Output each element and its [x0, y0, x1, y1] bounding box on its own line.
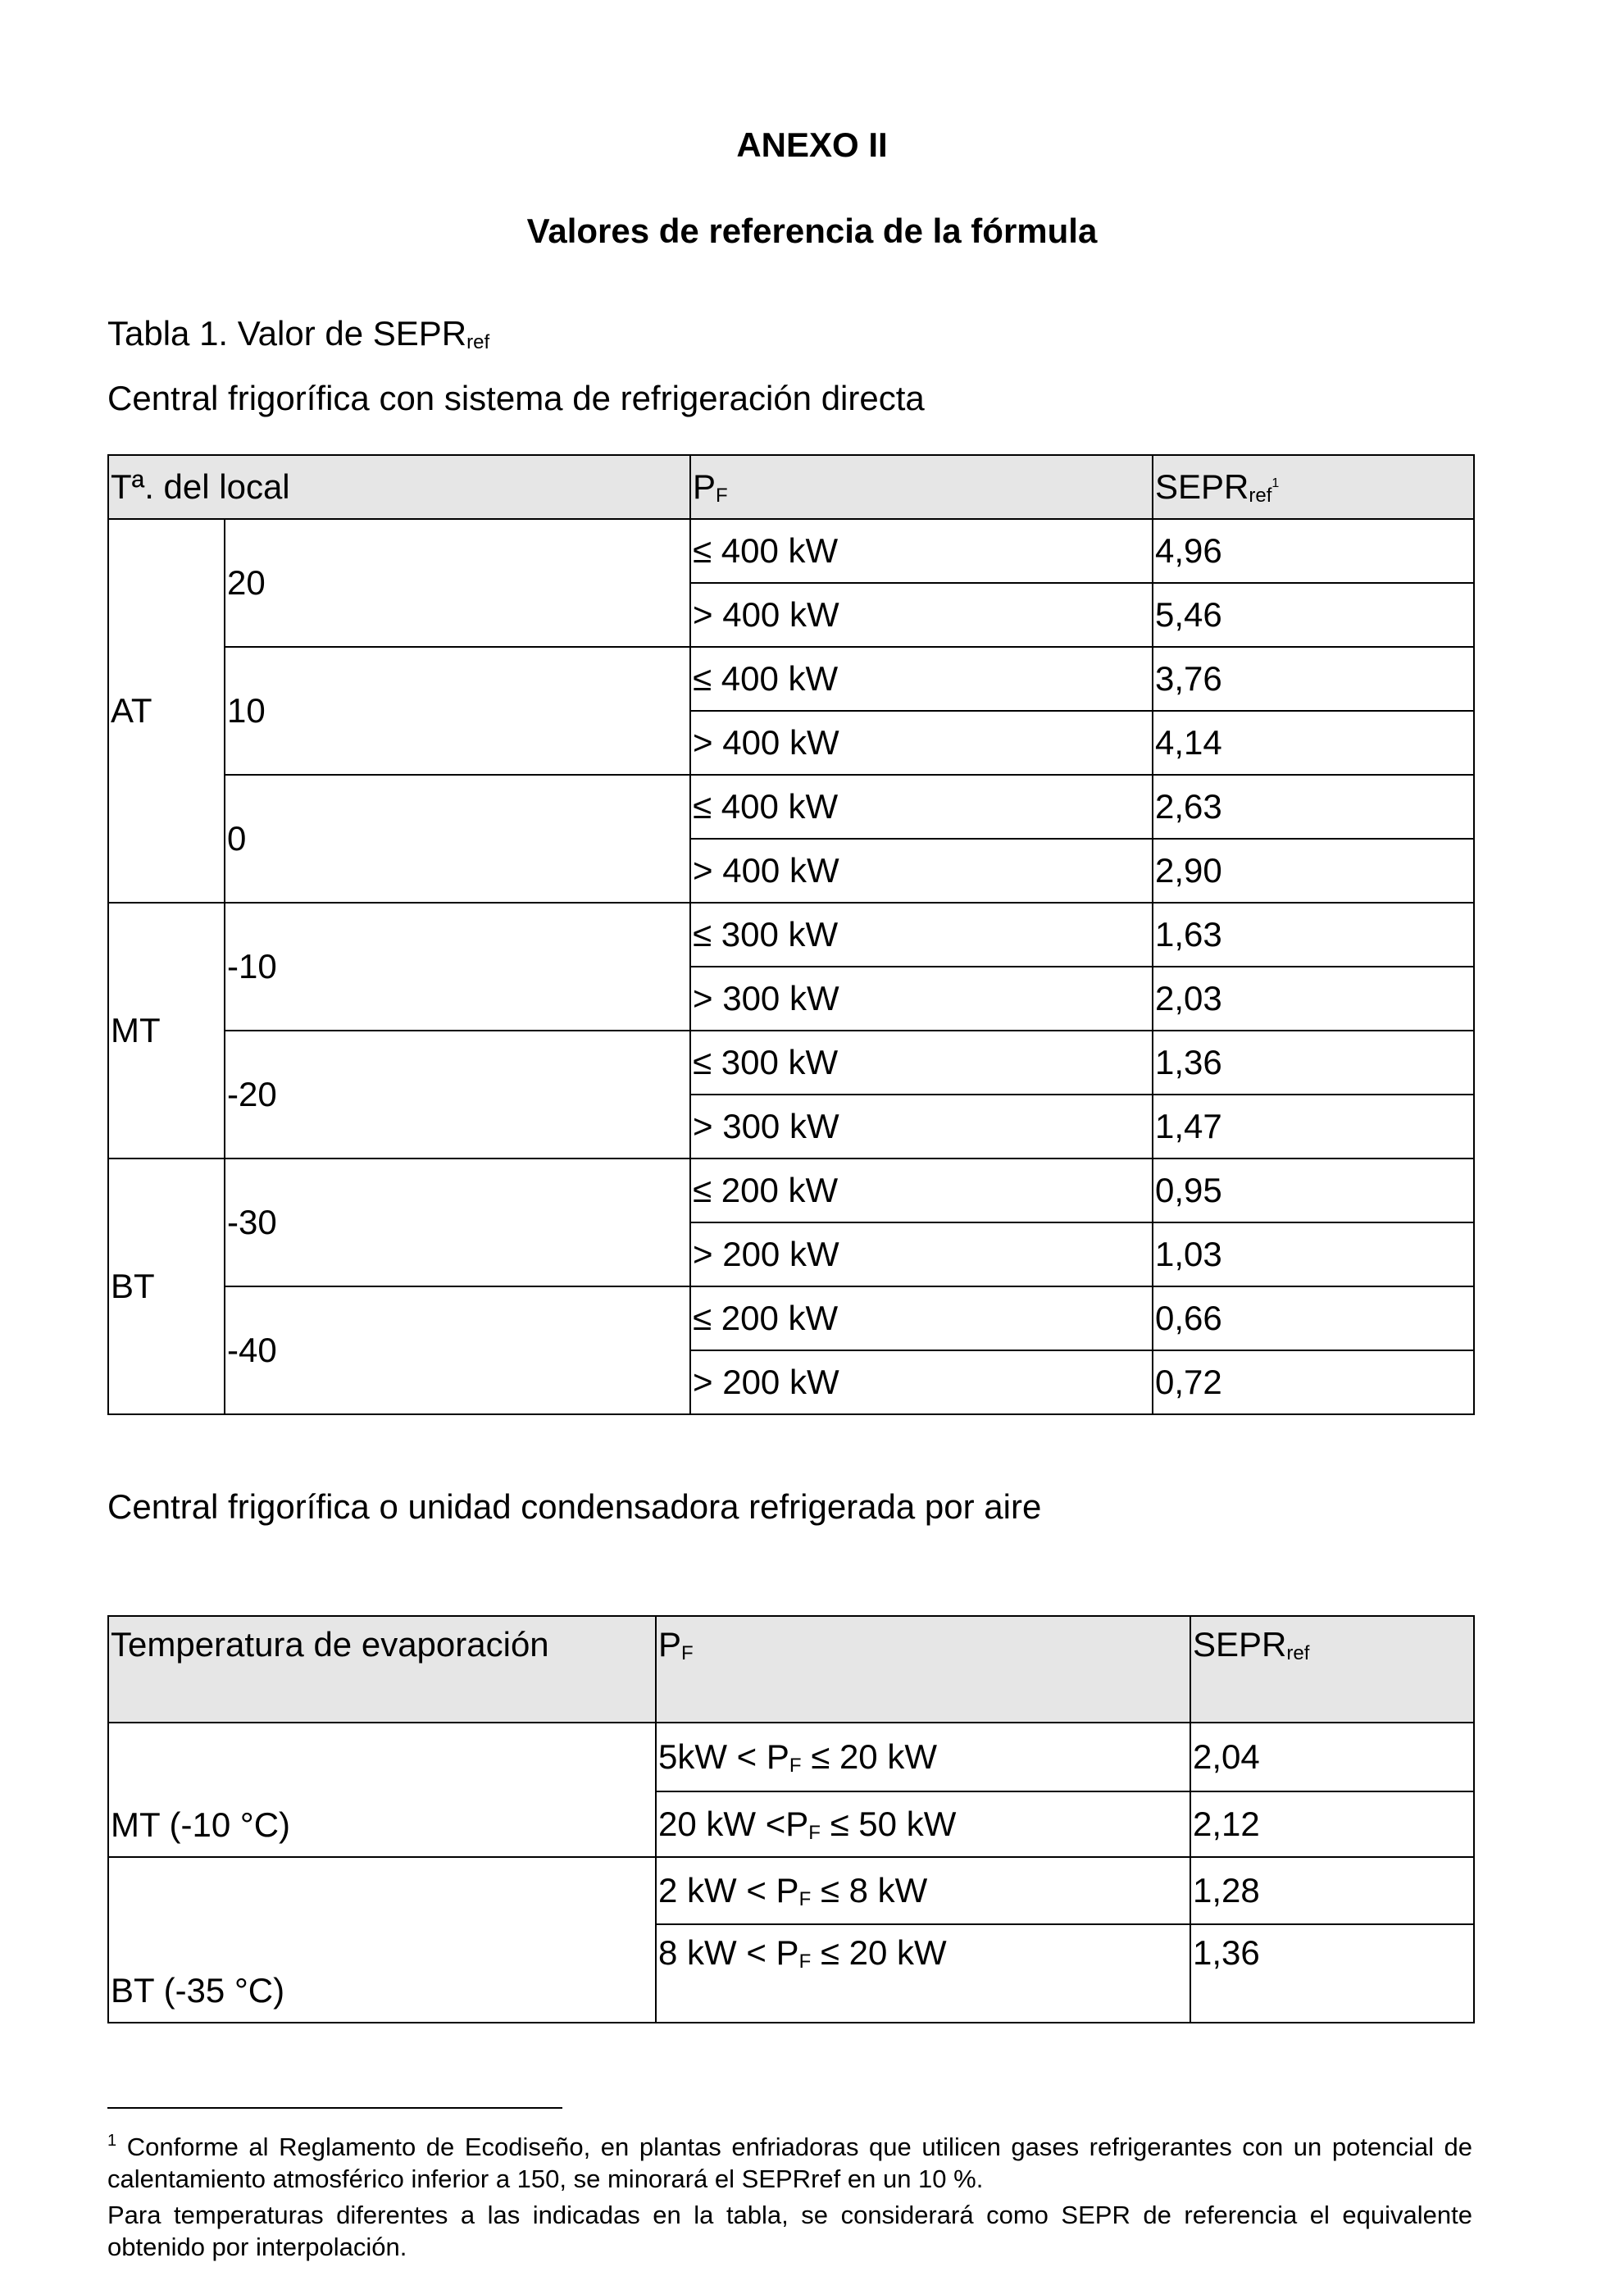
footnote-2: Para temperaturas diferentes a las indicadas en la tabla, se considerará como SEPR de referencia el equivalente obtenido por interpolación. [107, 2201, 1472, 2261]
sepr-value-cell: 0,72 [1153, 1350, 1474, 1414]
pf-range-cell: ≤ 400 kW [690, 775, 1153, 839]
sepr-value-cell: 2,12 [1190, 1791, 1474, 1857]
header-sepr [1190, 1616, 1474, 1723]
footnote-1 [107, 2125, 1472, 2195]
table1-caption [107, 314, 489, 354]
pf-range-suffix: ≤ 8 kW [811, 1870, 928, 1910]
header-sepr-sub: ref [1286, 1642, 1310, 1664]
temperature-cell: -20 [225, 1031, 690, 1158]
pf-range-prefix: 20 kW <P [658, 1804, 809, 1843]
annex-subheading: Valores de referencia de la fórmula [526, 212, 1098, 250]
sepr-value-cell: 0,95 [1153, 1158, 1474, 1222]
pf-range-suffix: ≤ 20 kW [801, 1737, 937, 1776]
pf-range-cell: > 200 kW [690, 1350, 1153, 1414]
table-row [108, 775, 1474, 839]
pf-range-suffix: ≤ 50 kW [820, 1804, 957, 1843]
pf-range-sub: F [798, 1887, 812, 1910]
sepr-value-cell: 4,14 [1153, 711, 1474, 775]
table-row [108, 519, 1474, 583]
group-label-cell: BT (-35 °C) [108, 1857, 656, 2023]
footnote-1-text: Conforme al Reglamento de Ecodiseño, en plantas enfriadoras que utilicen gases refrigerantes con un potencial de calentamiento atmosférico inferior a 150, se minorará el SEPRref en un 10 %. [107, 2133, 1472, 2193]
table1-caption-sub: ref [466, 331, 490, 353]
annex-heading: ANEXO II [736, 125, 888, 164]
pf-range-prefix: 8 kW < P [658, 1933, 799, 1972]
sepr-value-cell: 3,76 [1153, 647, 1474, 711]
header-sepr-sub: ref [1249, 484, 1272, 507]
pf-range-sub: F [789, 1754, 802, 1777]
header-pf-sub: F [681, 1642, 694, 1664]
temperature-cell: -40 [225, 1286, 690, 1414]
header-pf-main: P [658, 1625, 682, 1664]
sepr-value-cell: 2,04 [1190, 1723, 1474, 1791]
pf-range-suffix: ≤ 20 kW [811, 1933, 947, 1972]
temperature-cell: 20 [225, 519, 690, 647]
sepr-value-cell: 1,36 [1190, 1924, 1474, 2023]
header-sepr-main: SEPR [1193, 1625, 1287, 1664]
pf-range-cell: ≤ 300 kW [690, 903, 1153, 967]
temperature-cell: 0 [225, 775, 690, 903]
sepr-value-cell: 1,36 [1153, 1031, 1474, 1095]
table-row [108, 1031, 1474, 1095]
sepr-value-cell: 2,90 [1153, 839, 1474, 903]
pf-range-cell [656, 1723, 1190, 1791]
sepr-reference-table-direct [107, 454, 1475, 1415]
sepr-value-cell: 5,46 [1153, 583, 1474, 647]
header-pf-main: P [693, 467, 716, 506]
sepr-reference-table-aircooled [107, 1615, 1475, 2023]
pf-range-cell [656, 1924, 1190, 2023]
sepr-value-cell: 2,03 [1153, 967, 1474, 1031]
pf-range-prefix: 5kW < P [658, 1737, 789, 1776]
pf-range-cell [656, 1791, 1190, 1857]
header-sepr [1153, 455, 1474, 519]
header-pf-sub: F [716, 484, 728, 507]
sepr-value-cell: 2,63 [1153, 775, 1474, 839]
table-row [108, 903, 1474, 967]
pf-range-cell: > 400 kW [690, 839, 1153, 903]
table1-caption-text: Tabla 1. Valor de SEPR [107, 314, 467, 353]
pf-range-prefix: 2 kW < P [658, 1870, 799, 1910]
pf-range-cell: > 400 kW [690, 711, 1153, 775]
pf-range-cell: > 400 kW [690, 583, 1153, 647]
sepr-value-cell: 1,47 [1153, 1095, 1474, 1158]
temperature-cell: 10 [225, 647, 690, 775]
pf-range-cell: ≤ 200 kW [690, 1158, 1153, 1222]
header-room-temp: Tª. del local [108, 455, 690, 519]
sepr-value-cell: 4,96 [1153, 519, 1474, 583]
pf-range-cell: ≤ 300 kW [690, 1031, 1153, 1095]
pf-range-cell: ≤ 200 kW [690, 1286, 1153, 1350]
table2-section-title: Central frigorífica o unidad condensadora refrigerada por aire [107, 1487, 1042, 1526]
table-header-row [108, 455, 1474, 519]
pf-range-sub: F [808, 1821, 821, 1844]
group-label-cell: MT [108, 903, 225, 1158]
pf-range-sub: F [798, 1951, 812, 1973]
header-pf [690, 455, 1153, 519]
table-header-row [108, 1616, 1474, 1723]
table-row [108, 647, 1474, 711]
temperature-cell: -30 [225, 1158, 690, 1286]
sepr-value-cell: 1,28 [1190, 1857, 1474, 1924]
footnote-separator [107, 2107, 562, 2109]
footnote-marker: 1 [107, 2132, 117, 2150]
pf-range-cell: ≤ 400 kW [690, 519, 1153, 583]
pf-range-cell: > 200 kW [690, 1222, 1153, 1286]
pf-range-cell: > 300 kW [690, 967, 1153, 1031]
group-label-cell: MT (-10 °C) [108, 1723, 656, 1857]
group-label-cell: BT [108, 1158, 225, 1414]
sepr-value-cell: 1,63 [1153, 903, 1474, 967]
sepr-value-cell: 1,03 [1153, 1222, 1474, 1286]
header-pf [656, 1616, 1190, 1723]
pf-range-cell: ≤ 400 kW [690, 647, 1153, 711]
header-evap-temp: Temperatura de evaporación [108, 1616, 656, 1723]
table-row [108, 1857, 1474, 1924]
header-sepr-footnote-ref: 1 [1271, 476, 1280, 490]
temperature-cell: -10 [225, 903, 690, 1031]
table-row [108, 1286, 1474, 1350]
pf-range-cell: > 300 kW [690, 1095, 1153, 1158]
table1-section-title: Central frigorífica con sistema de refrigeración directa [107, 379, 925, 417]
group-label-cell: AT [108, 519, 225, 903]
table-row [108, 1158, 1474, 1222]
header-sepr-main: SEPR [1155, 467, 1249, 506]
table-row [108, 1723, 1474, 1791]
sepr-value-cell: 0,66 [1153, 1286, 1474, 1350]
pf-range-cell [656, 1857, 1190, 1924]
